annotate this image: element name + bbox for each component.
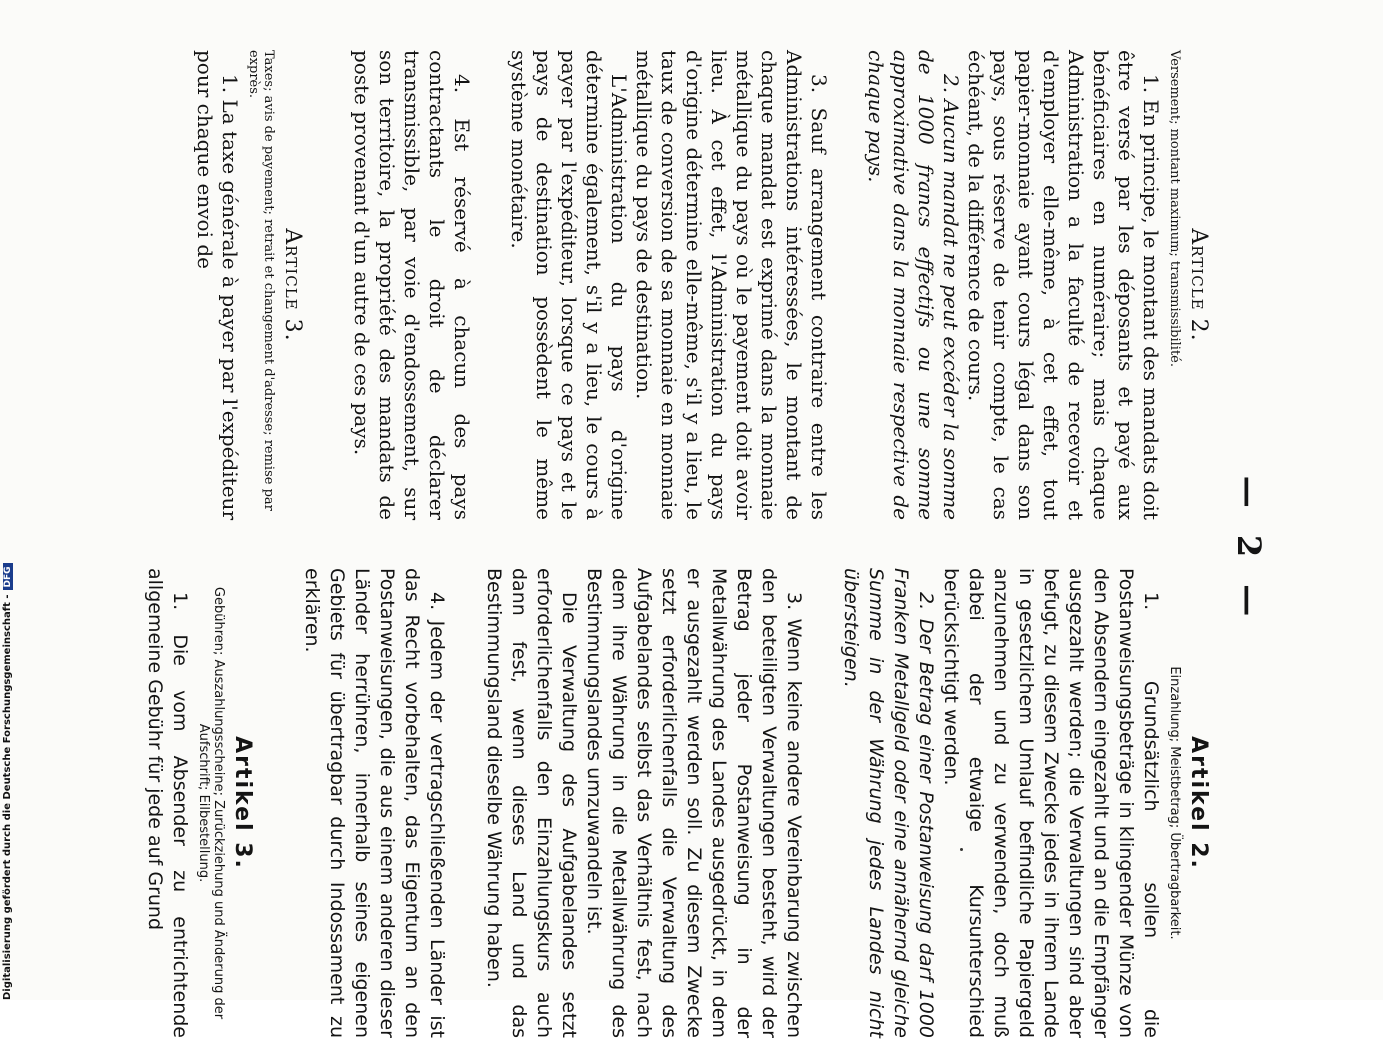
article-2-subtitle-de: Einzahlung; Meistbetrag; Übertragbarkeit. (1167, 666, 1182, 940)
footer-text: Digitalisierung gefördert durch die Deutsche Forschungsgemeinschaft - (2, 594, 13, 1000)
paragraph-fr-2-3: 3. Sauf arrangement contraire entre les Administrations intéressées, le montant de chaque mandat est exprimé dans la monnaie métallique du pays où le payement doit avoir lieu. À cet effet, l'Administration du pays d'origine détermine elle-même, s'il y a lieu, le taux de conversion de sa monnaie en monnaie métallique du pays de destination. (632, 50, 831, 520)
german-column (142, 568, 1215, 1038)
document-page (130, 50, 1270, 1050)
french-column (192, 50, 1215, 520)
paragraph-fr-2-1: 1. En principe, le montant des mandats doit être versé par les déposants et payé aux bénéficiaires en numéraire; mais chaque Administration a la faculté de recevoir et d'employer elle-même, à cet effet, tout papier-monnaie ayant cours légal dans son pays, sous réserve de tenir compte, le cas échéant, de la différence de cours. (964, 50, 1163, 520)
paragraph-de-2-3: 3. Wenn keine andere Vereinbarung zwischen den beteiligten Verwaltungen besteht, wird der Betrag jeder Postanweisung in der Metallwährung des Landes ausgedrückt, in dem er ausgezahlt werden soll. Zu diesem Zwecke setzt erforderlichenfalls die Verwaltung des Aufgabelandes selbst das Verhältnis fest, nach dem ihre Währung in die Metallwährung des Bestimmungslandes umzuwandeln ist. (583, 568, 805, 1038)
paragraph-de-2-4: 4. Jedem der vertragschließenden Länder ist das Recht vorbehalten, das Eigentum an den Postanweisungen, die aus einem anderen dieser Länder herrühren, innerhalb seines eigenen Gebiets für übertragbar durch Indossament zu erklären. (301, 568, 448, 1038)
paragraph-de-2-2: 2. Der Betrag einer Postanweisung darf 1000 Franken Metallgeld oder eine annähernd gleiche Summe in der Währung jedes Landes nicht übersteigen. (840, 568, 937, 1038)
article-3-subtitle-de: Gebühren; Auszahlungsscheine; Zurückziehung und Änderung der Aufschrift; Eilbestellung. (196, 586, 226, 1020)
article-3-subtitle-fr: Taxes; avis de payement; retrait et changement d'adresse; remise par exprès. (246, 50, 276, 511)
article-2-title-de: Artikel 2. (1186, 736, 1211, 870)
article-3-title-de: Artikel 3. (230, 736, 255, 870)
paragraph-fr-3-1: 1. La taxe générale à payer par l'expéditeur pour chaque envoi de (193, 50, 242, 520)
article-2-title-fr: Article 2. (1186, 228, 1211, 342)
dfg-logo: DFG (3, 563, 13, 590)
paragraph-de-2-3b: Die Verwaltung des Aufgabelandes setzt erforderlichenfalls den Einzahlungskurs auch dann fest, wenn dieses Land und das Bestimmungsland dieselbe Währung haben. (483, 568, 580, 1038)
scan-speck (960, 848, 963, 851)
page-number: — 2 — (1230, 475, 1268, 625)
paragraph-fr-2-4: 4. Est réservé à chacun des pays contractants le droit de déclarer transmissible, par voie d'endossement, sur son territoire, la propriété des mandats de poste provenant d'un autre de ces pays. (350, 50, 474, 520)
article-2-subtitle-fr: Versement; montant maximum; transmissibilité. (1167, 50, 1182, 367)
digitization-footer (2, 0, 16, 1000)
paragraph-fr-2-2: 2. Aucun mandat ne peut excéder la somme de 1000 francs effectifs ou une somme approximative dans la monnaie respective de chaque pays. (864, 50, 963, 520)
article-3-title-fr: Article 3. (280, 228, 305, 342)
paragraph-de-3-1: 1. Die vom Absender zu entrichtende allgemeine Gebühr für jede auf Grund (144, 568, 191, 1038)
paragraph-de-2-1: 1. Grundsätzlich sollen die Postanweisungsbeträge in klingender Münze von den Absendern eingezahlt und an die Empfänger ausgezahlt werden; die Verwaltungen sind aber befugt, zu diesem Zwecke jedes in ihrem Lande in gesetzlichem Umlauf befindliche Papiergeld anzunehmen und zu verwenden, doch muß dabei der etwaige Kursunterschied berücksichtigt werden. (940, 568, 1162, 1038)
paragraph-fr-2-3b: L'Administration du pays d'origine détermine également, s'il y a lieu, le cours à payer par l'expéditeur, lorsque ce pays et le pays de destination possèdent le même système monétaire. (507, 50, 631, 520)
